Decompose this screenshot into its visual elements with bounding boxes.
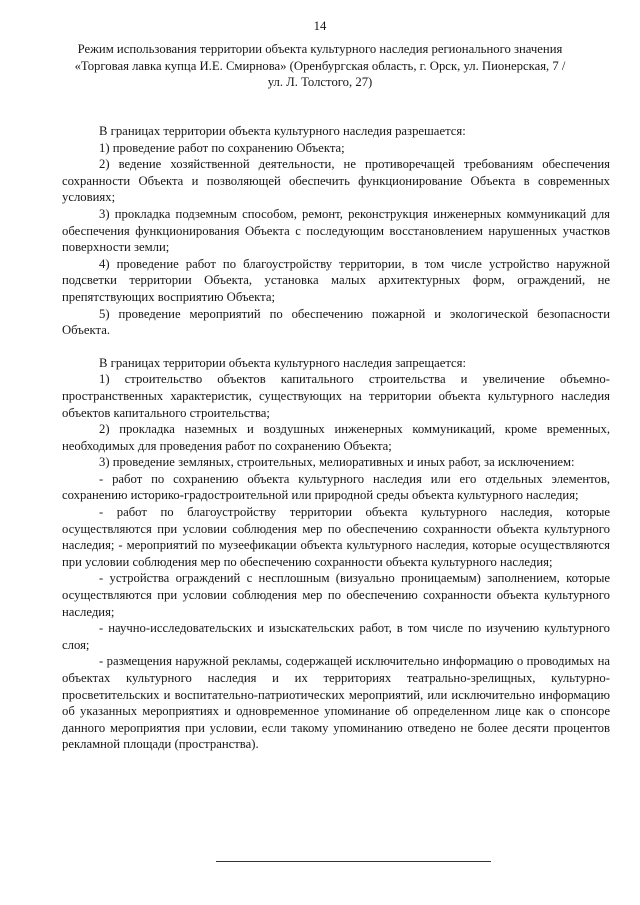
allowed-heading: В границах территории объекта культурного наследия разрешается: (99, 124, 466, 138)
forbidden-item-2: 2) прокладка наземных и воздушных инженерных коммуникаций, кроме временных, необходимых для проведения работ по сохранению Объекта; (62, 422, 610, 453)
allowed-item-4: 4) проведение работ по благоустройству территории, в том числе устройство наружной подсветки территории Объекта, установка малых архитектурных форм, ограждений, не препятствующих восприятию Объекта; (62, 256, 610, 304)
exception-fences: - устройства ограждений с несплошным (визуально проницаемым) заполнением, которые осуществляются при условии соблюдения мер по обеспечению сохранности объекта культурного наследия; (62, 571, 610, 619)
forbidden-item-1: 1) строительство объектов капитального строительства и увеличение объемно-пространственных характеристик, существующих на территории объекта культурного наследия объектов капитального строительства; (62, 372, 610, 420)
end-divider (216, 861, 491, 862)
allowed-item-1: 1) проведение работ по сохранению Объекта; (99, 140, 345, 155)
section-spacer (62, 339, 610, 355)
page-number: 14 (313, 19, 327, 33)
allowed-item-5: 5) проведение мероприятий по обеспечению пожарной и экологической безопасности Объекта. (62, 306, 610, 338)
exception-preservation: - работ по сохранению объекта культурного наследия или его отдельных элементов, сохранению историко-градостроительной или природной среды объекта культурного наследия; (62, 471, 610, 503)
exception-advertising: - размещения наружной рекламы, содержащей исключительно информацию о проводимых на объектах культурного наследия и их территориях театрально-зрелищных, культурно-просветительских и воспитательно-патриотических мероприятий, или исключительно информацию об указанных мероприятиях и одновременное упоминание об определенном лице как о спонсоре данного мероприятия при условии, если такому упоминанию отведено не более десяти процентов рекламной площади (пространства). (62, 654, 610, 752)
allowed-item-3: 3) прокладка подземным способом, ремонт, реконструкция инженерных коммуникаций для обеспечения функционирования Объекта с последующим восстановлением нарушенных участков поверхности земли; (62, 206, 610, 255)
exception-research: - научно-исследовательских и изыскательских работ, в том числе по изучению культурного слоя; (62, 621, 610, 652)
forbidden-item-3: 3) проведение земляных, строительных, мелиоративных и иных работ, за исключением: (99, 455, 575, 470)
forbidden-heading: В границах территории объекта культурного наследия запрещается: (99, 355, 467, 370)
document-body (62, 123, 610, 753)
document-title: Режим использования территории объекта культурного наследия регионального значения «Торговая лавка купца И.Е. Смирнова» (Оренбургская область, г. Орск, ул. Пионерская, 7 / ул. Л. Толстого, 27) (74, 42, 566, 90)
exception-landscaping: - работ по благоустройству территории объекта культурного наследия, которые осуществляются при условии соблюдения мер по обеспечению сохранности объекта культурного наследия; - мероприятий по музеефикации объекта культурного наследия, которые осуществляются при условии соблюдения мер по обеспечению сохранности объекта культурного наследия; (62, 505, 610, 569)
allowed-item-2: 2) ведение хозяйственной деятельности, не противоречащей требованиям обеспечения сохранности Объекта и позволяющей обеспечить функционирование Объекта в современных условиях; (62, 157, 610, 205)
